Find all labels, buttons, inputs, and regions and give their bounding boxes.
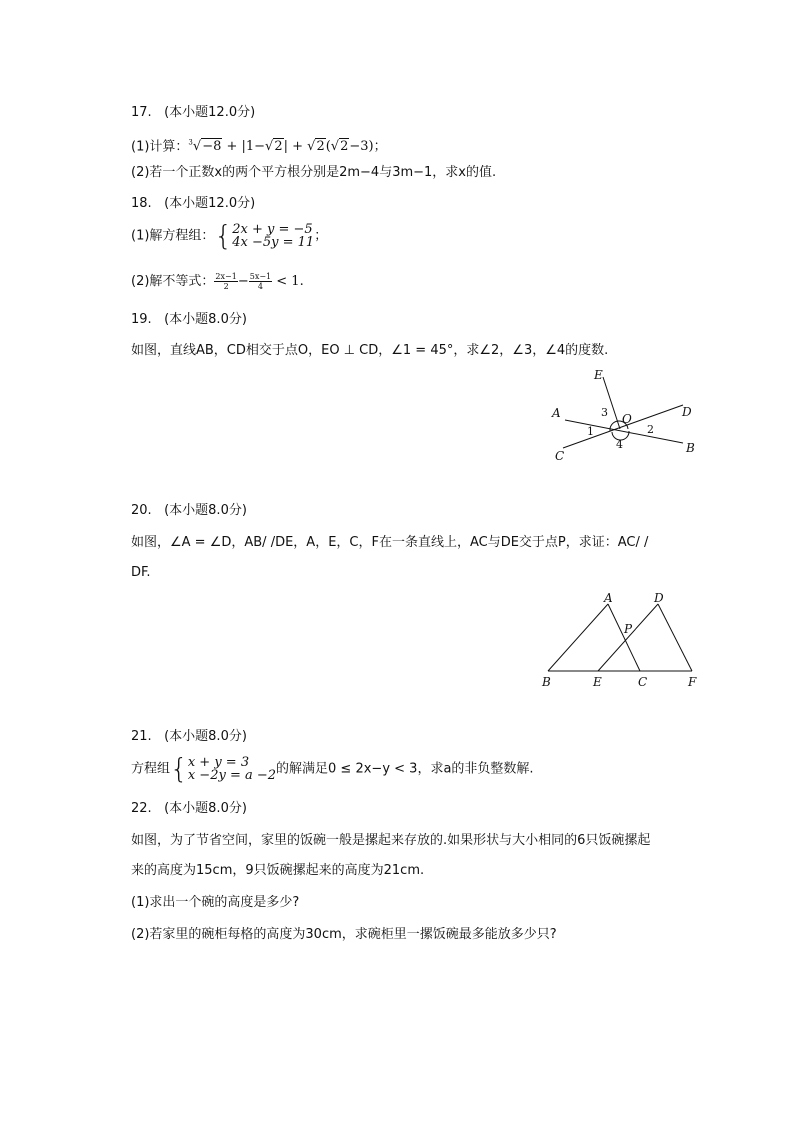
problem-21-header: 21. (本小题8.0分) xyxy=(131,729,247,744)
problem-20-text-1: 如图，∠A = ∠D，AB/ /DE，A，E，C，F在一条直线上，AC与DE交于点P，求证：AC/ / xyxy=(131,535,649,550)
problem-18-part1: (1)解方程组：{ 2x + y = −5 4x −5y = 11 ； xyxy=(131,219,328,252)
equation-system-21: x + y = 3 x −2y = a −2 xyxy=(187,755,277,783)
problem-17-part1: (1)计算：$^3$√−8 + |1−√2| + √2(√2−3)； xyxy=(131,139,387,155)
label-a: A xyxy=(604,591,613,605)
figure-20 xyxy=(532,585,712,693)
label-angle-2: 2 xyxy=(647,423,654,436)
problem-18-header: 18. (本小题12.0分) xyxy=(131,196,256,211)
label-p: P xyxy=(624,622,633,636)
segment-ac xyxy=(608,604,640,671)
problem-22-header: 22. (本小题8.0分) xyxy=(131,801,247,816)
label-c: C xyxy=(555,449,565,463)
problem-17-header: 17. (本小题12.0分) xyxy=(131,105,256,120)
label-a: A xyxy=(552,406,561,420)
label-d: D xyxy=(654,591,664,605)
label-e: E xyxy=(593,675,602,689)
segment-df xyxy=(658,604,692,671)
problem-17-part2: (2)若一个正数x的两个平方根分别是2m−4与3m−1，求x的值. xyxy=(131,165,497,180)
problem-22-text-1: 如图，为了节省空间，家里的饭碗一般是摞起来存放的.如果形状与大小相同的6只饭碗摞起 xyxy=(131,833,651,848)
label-e: E xyxy=(594,368,603,382)
segment-de xyxy=(598,604,658,671)
problem-22-part1: (1)求出一个碗的高度是多少? xyxy=(131,895,300,910)
label-d: D xyxy=(682,405,692,419)
label-c: C xyxy=(638,675,648,689)
problem-20-text-2: DF. xyxy=(131,565,151,580)
segment-ab xyxy=(548,604,608,671)
problem-19-text: 如图，直线AB，CD相交于点O，EO ⊥ CD，∠1 = 45°，求∠2，∠3，∠4的度数. xyxy=(131,343,609,358)
problem-22-text-2: 来的高度为15cm，9只饭碗摞起来的高度为21cm. xyxy=(131,863,425,878)
problem-22-part2: (2)若家里的碗柜每格的高度为30cm，求碗柜里一摞饭碗最多能放多少只? xyxy=(131,927,557,942)
label-b: B xyxy=(542,675,551,689)
label-angle-3: 3 xyxy=(601,406,608,419)
problem-18-part2: (2)解不等式： $\frac{2x-1}{2}$ − $\frac{5x-1}{4}$ < 1. xyxy=(131,272,304,291)
label-angle-1: 1 xyxy=(587,425,594,438)
problem-20-header: 20. (本小题8.0分) xyxy=(131,503,247,518)
label-f: F xyxy=(688,675,697,689)
label-o: O xyxy=(622,412,632,426)
problem-19-header: 19. (本小题8.0分) xyxy=(131,312,247,327)
label-angle-4: 4 xyxy=(616,438,623,451)
equation-system-18: 2x + y = −5 4x −5y = 11 xyxy=(232,222,315,250)
calc-expression: $^3$√−8 + |1−√2| + √2(√2−3)； xyxy=(188,139,387,155)
problem-21-text: 方程组{ x + y = 3 x −2y = a −2 的解满足0 ≤ 2x−y < 3，求a的非负整数解. xyxy=(131,752,534,785)
figure-19 xyxy=(540,362,710,472)
label-b: B xyxy=(686,441,695,455)
